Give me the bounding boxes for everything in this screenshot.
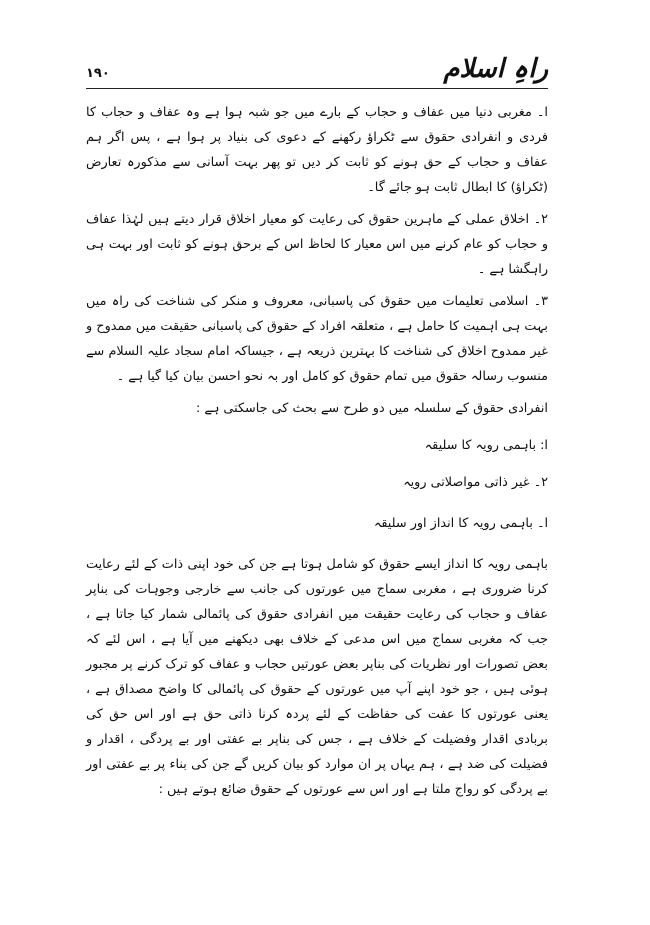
running-title: راہِ اسلام — [443, 54, 548, 84]
paragraph-5: باہمی رویہ کا انداز ایسے حقوق کو شامل ہوتا ہے جن کی خود اپنی ذات کے لئے رعایت کرنا ضروری ہے ، مغربی سماج میں عورتوں کی جانب سے خارجی وجوہات کی بناپر عفاف و حجاب کی رعایت حقیقت میں انفرادی حقوق کی پائمالی شمار کیا جاتا ہے ، جب کہ مغربی سماج میں اس مدعی کے خلاف بھی دیکھنے میں آیا ہے ، اس لئے کہ بعض تصورات اور نظریات کی بناپر بعض عورتیں حجاب و عفاف کو ترک کرنے پر مجبور ہوئی ہیں ، جو خود اپنے آپ میں عورتوں کے حقوق کی پائمالی کا واضح مصداق ہے ، یعنی عورتوں کا عفت کی حفاظت کے لئے پردہ کرنا ذاتی حق ہے اور اس حق کی بربادی اقدار وفضیلت کے خلاف ہے ، جس کی بناپر بے عفتی اور بے پردگی ، اقدار و فضیلت کی ضد ہے ، ہم یہاں پر ان موارد کو بیان کریں گے جن کی بناء پر بے عفتی اور بے پردگی کو رواج ملتا ہے اور اس سے عورتوں کے حقوق ضائع ہوتے ہیں : — [86, 557, 548, 797]
paragraph-2: ۲۔ اخلاق عملی کے ماہرین حقوق کی رعایت کو معیار اخلاق قرار دیتے ہیں لہٰذا عفاف و حجاب کو عام کرنے میں اس معیار کا لحاظ اس کے برحق ہونے کو ثابت اور بہت ہی راہگشا ہے ۔ — [86, 212, 548, 277]
paragraph-1: ا۔ مغربی دنیا میں عفاف و حجاب کے بارے میں جو شبہ ہوا ہے وہ عفاف و حجاب کا فردی و انفرادی حقوق سے ٹکراؤ رکھنے کے دعوی کی بنیاد پر ہوا ہے ، پس اگر ہم عفاف و حجاب کے حق ہونے کو ثابت کر دیں تو پھر بہت آسانی سے مذکورہ تعارض (ٹکراؤ) کا ابطال ثابت ہو جائے گا۔ — [86, 105, 548, 195]
paragraph-3: ۳۔ اسلامی تعلیمات میں حقوق کی پاسبانی، معروف و منکر کی شناخت کی راہ میں بہت ہی اہمیت کا حامل ہے ، متعلقہ افراد کے حقوق کی پاسبانی حقیقت میں ممدوح و غیر ممدوح اخلاق کی شناخت کا بہترین ذریعہ ہے ، جیساکہ امام سجاد علیہ السلام سے منسوب رسالہ حقوق میں تمام حقوق کو کامل اور بہ نحو احسن بیان کیا گیا ہے ۔ — [86, 294, 548, 384]
list-item-1: ا: باہمی رویہ کا سلیقہ — [424, 438, 548, 453]
page-header — [86, 54, 548, 88]
header-rule — [86, 88, 548, 89]
list-item-2: ۲۔ غیر ذاتی مواصلاتی رویہ — [403, 475, 548, 490]
page-number: ۱۹۰ — [86, 66, 110, 81]
paragraph-4: انفرادی حقوق کے سلسلہ میں دو طرح سے بحث کی جاسکتی ہے : — [195, 401, 548, 416]
page-body — [86, 100, 548, 802]
section-subheading: ا۔ باہمی رویہ کا انداز اور سلیقہ — [373, 516, 548, 531]
